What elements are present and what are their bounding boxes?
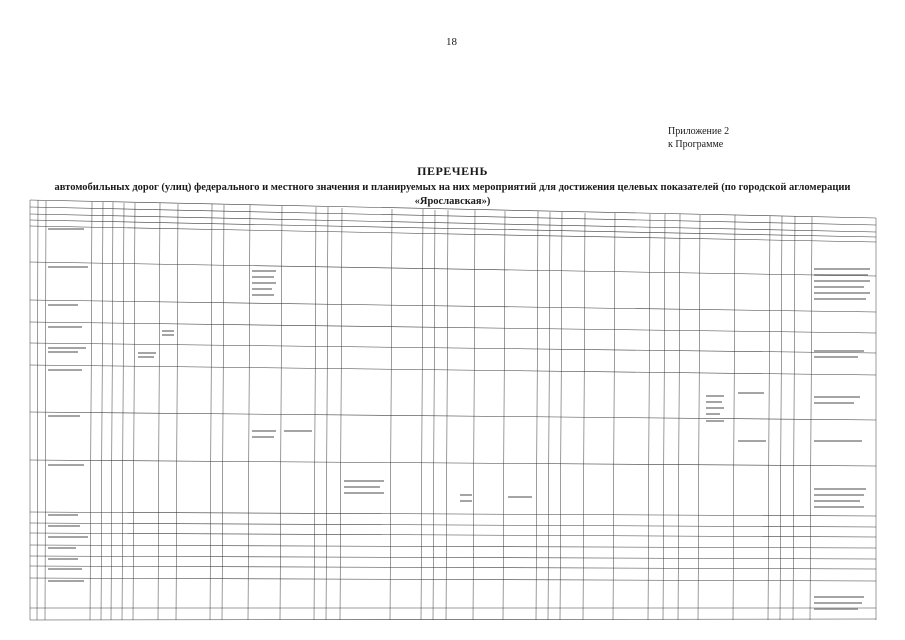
appendix-line-1: Приложение 2: [668, 126, 730, 137]
page-number: 18: [446, 36, 457, 48]
document-subtitle: автомобильных дорог (улиц) федерального и местного значения и планируемых на них мероприятий для достижения целевых показателей (по городской агломерации «Ярославская»): [54, 182, 851, 207]
table-body-lines: [30, 226, 876, 620]
document-title: ПЕРЕЧЕНЬ: [417, 164, 488, 178]
table-column-lines: [30, 200, 876, 620]
appendix-line-2: к Программе: [668, 139, 724, 150]
table-header-lines: [30, 200, 876, 237]
